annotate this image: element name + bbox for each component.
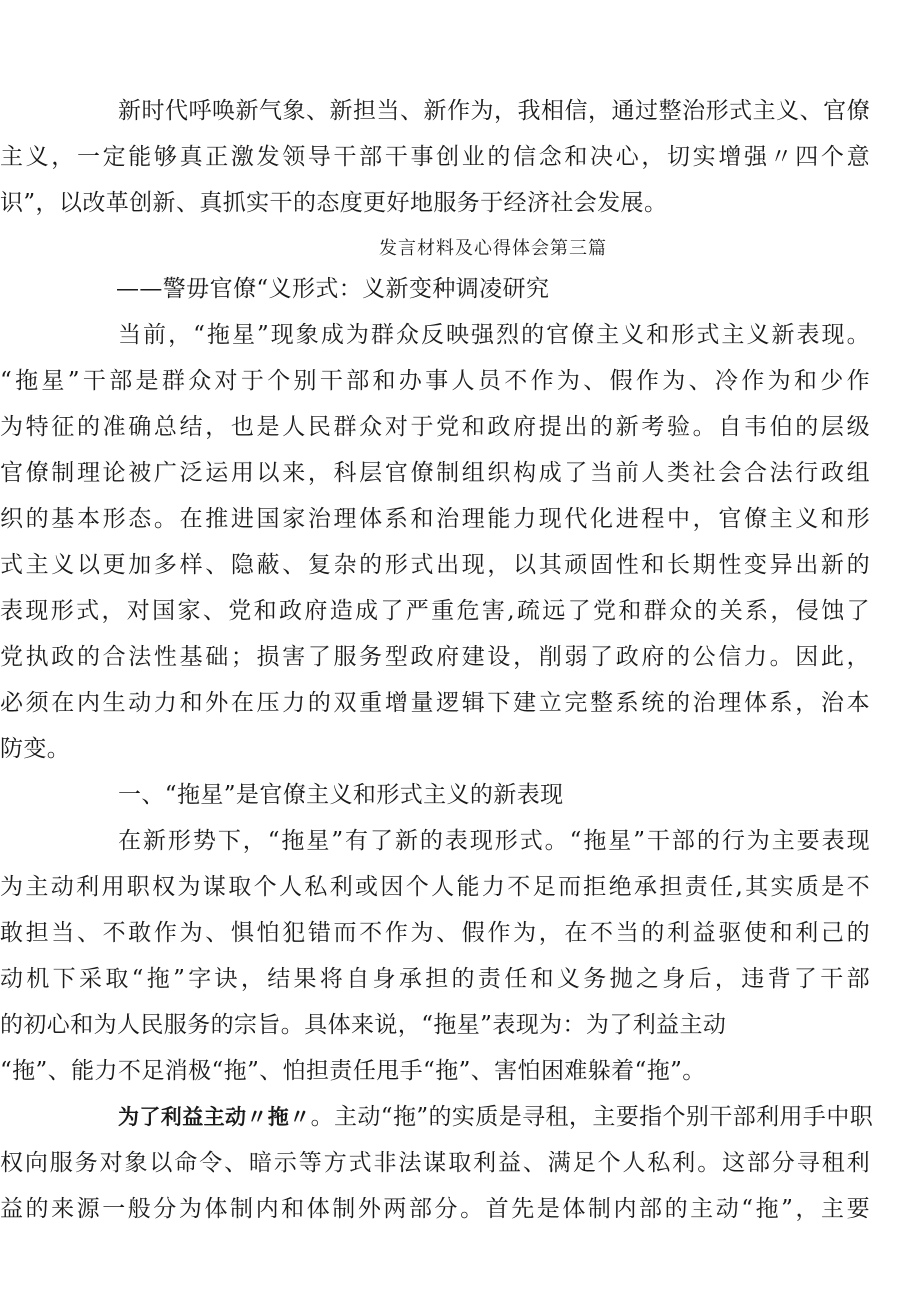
text-line: 识”，以改革创新、真抓实干的态度更好地服务于经济社会发展。	[0, 190, 668, 216]
text-line: 主义，一定能够真正激发领导干部干事创业的信念和决心，切实增强〃四个意	[0, 144, 870, 170]
text-line	[118, 1098, 873, 1136]
text-line: 动机下采取“拖”字诀，结果将自身承担的责任和义务抛之身后，违背了干部	[0, 966, 870, 992]
text-line: 益的来源一般分为体制内和体制外两部分。首先是体制内部的主动“拖”，主要	[0, 1196, 870, 1222]
text-line: 新时代呼唤新气象、新担当、新作为，我相信，通过整治形式主义、官僚	[118, 98, 870, 124]
text-line: 官僚制理论被广泛运用以来，科层官僚制组织构成了当前人类社会合法行政组	[0, 460, 870, 486]
text-line: 当前，“拖星”现象成为群众反映强烈的官僚主义和形式主义新表现。	[118, 322, 870, 348]
text-line: 党执政的合法性基础；损害了服务型政府建设，削弱了政府的公信力。因此，	[0, 644, 870, 670]
text-line: 的初心和为人民服务的宗旨。具体来说，“拖星”表现为：为了利益主动	[0, 1012, 727, 1038]
text-line: 必须在内生动力和外在压力的双重增量逻辑下建立完整系统的治理体系，治本	[0, 690, 870, 716]
text-line: “拖”、能力不足消极“拖”、怕担责任甩手“拖”、害怕困难躲着“拖”。	[0, 1058, 706, 1084]
text-line: 式主义以更加多样、隐蔽、复杂的形式出现，以其顽固性和长期性变异出新的	[0, 552, 870, 578]
text-line: 表现形式，对国家、党和政府造成了严重危害,疏远了党和群众的关系，侵蚀了	[0, 598, 870, 624]
text-line: 在新形势下，“拖星”有了新的表现形式。“拖星”干部的行为主要表现	[118, 828, 870, 854]
subtitle: ——警毋官僚“义形式：义新变种调凌研究	[116, 276, 550, 302]
section-title: 发言材料及心得体会第三篇	[379, 238, 607, 259]
paragraph-lead-rest: 。主动“拖”的实质是寻租，主要指个别干部利用手中职	[310, 1104, 874, 1130]
text-line: 防变。	[0, 736, 71, 762]
text-line: “拖星”干部是群众对于个别干部和办事人员不作为、假作为、冷作为和少作	[0, 368, 870, 394]
paragraph-lead: 为了利益主动〃拖〃	[118, 1105, 311, 1129]
section-heading: 一、“拖星”是官僚主义和形式主义的新表现	[118, 782, 564, 808]
text-line: 为特征的准确总结，也是人民群众对于党和政府提出的新考验。自韦伯的层级	[0, 414, 870, 440]
text-line: 敢担当、不敢作为、惧怕犯错而不作为、假作为，在不当的利益驱使和利己的	[0, 920, 870, 946]
text-line: 权向服务对象以命令、暗示等方式非法谋取利益、满足个人私利。这部分寻租利	[0, 1150, 870, 1176]
text-line: 织的基本形态。在推进国家治理体系和治理能力现代化进程中，官僚主义和形	[0, 506, 870, 532]
text-line: 为主动利用职权为谋取个人私利或因个人能力不足而拒绝承担责任,其实质是不	[0, 874, 870, 900]
